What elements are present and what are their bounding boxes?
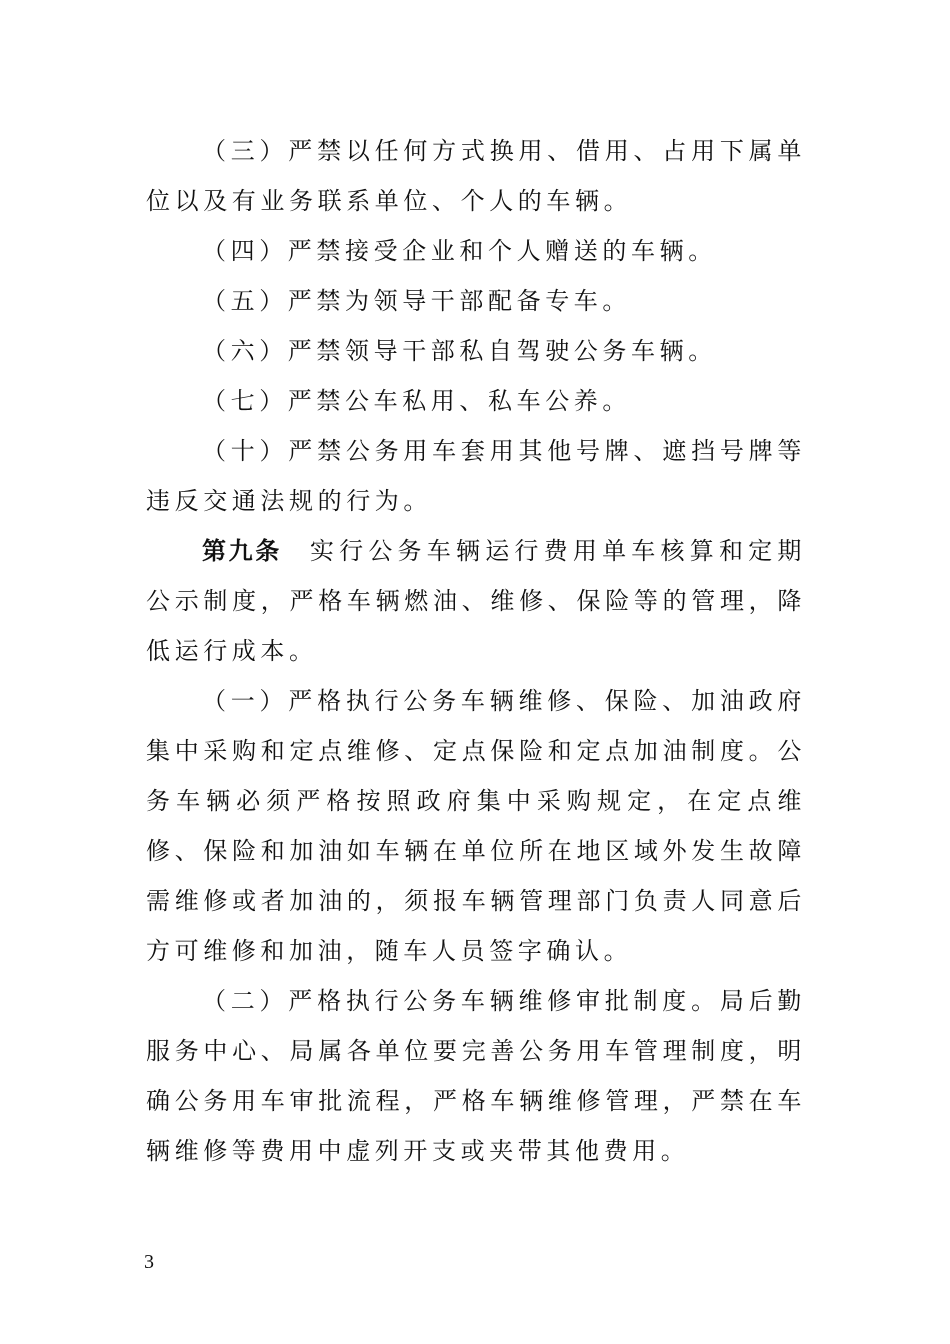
article-9-text: 实行公务车辆运行费用单车核算和定期公示制度，严格车辆燃油、维修、保险等的管理，降低运行成本。 bbox=[146, 537, 807, 665]
article-9-item-2: （二）严格执行公务车辆维修审批制度。局后勤服务中心、局属各单位要完善公务用车管理制度，明确公务用车审批流程，严格车辆维修管理，严禁在车辆维修等费用中虚列开支或夹带其他费用。 bbox=[146, 987, 806, 1165]
document-body bbox=[146, 126, 806, 1176]
page-number: 3 bbox=[144, 1251, 154, 1273]
paragraph-item-7: （七）严禁公车私用、私车公养。 bbox=[202, 387, 631, 415]
article-9-item-1: （一）严格执行公务车辆维修、保险、加油政府集中采购和定点维修、定点保险和定点加油制度。公务车辆必须严格按照政府集中采购规定，在定点维修、保险和加油如车辆在单位所在地区域外发生故障需维修或者加油的，须报车辆管理部门负责人同意后方可维修和加油，随车人员签字确认。 bbox=[146, 687, 806, 965]
paragraph-item-10: （十）严禁公务用车套用其他号牌、遮挡号牌等违反交通法规的行为。 bbox=[146, 437, 806, 515]
paragraph-item-3: （三）严禁以任何方式换用、借用、占用下属单位以及有业务联系单位、个人的车辆。 bbox=[146, 137, 806, 215]
paragraph-item-4: （四）严禁接受企业和个人赠送的车辆。 bbox=[202, 237, 717, 265]
article-9-paragraph bbox=[146, 526, 806, 676]
article-number: 第九条 bbox=[202, 536, 282, 565]
paragraph-item-5: （五）严禁为领导干部配备专车。 bbox=[202, 287, 631, 315]
paragraph-item-6: （六）严禁领导干部私自驾驶公务车辆。 bbox=[202, 337, 717, 365]
